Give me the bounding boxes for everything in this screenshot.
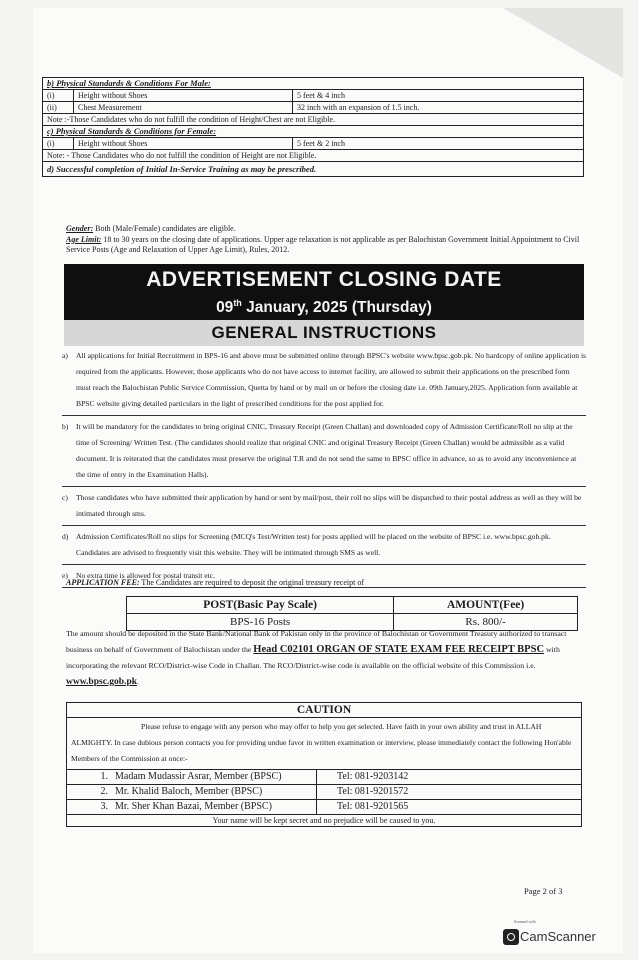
age-text: 18 to 30 years on the closing date of applications. Upper age relaxation is not applicable as per Balochistan Government Initial Appointment to Civil Service Posts (Age and Relaxation of Upper Age Limit), Rules, 2012.	[66, 234, 580, 254]
eligibility-text	[66, 224, 586, 256]
table-row: (i) Height without Shoes 5 feet & 2 inch	[43, 138, 584, 150]
female-standards-title: c) Physical Standards & Conditions for Female:	[43, 126, 584, 138]
table-row: (i) Height without Shoes 5 feet & 4 inch	[43, 90, 584, 102]
instructions-list	[62, 345, 586, 588]
table-row: 1. Madam Mudassir Asrar, Member (BPSC) Tel: 081-9203142	[67, 770, 581, 785]
scanner-caption: Scanned with	[514, 919, 536, 924]
age-label: Age Limit:	[66, 234, 102, 244]
camscanner-watermark: CamScanner	[520, 929, 596, 944]
camscanner-logo-icon	[503, 929, 519, 945]
gender-label: Gender:	[66, 224, 94, 233]
caution-title: CAUTION	[67, 703, 581, 718]
table-row: (ii) Chest Measurement 32 inch with an expansion of 1.5 inch.	[43, 102, 584, 114]
caution-footer: Your name will be kept secret and no prejudice will be caused to you.	[67, 814, 581, 826]
fee-post-header: POST(Basic Pay Scale)	[127, 597, 394, 614]
physical-standards-table	[42, 77, 584, 177]
members-table	[67, 769, 581, 814]
fee-amount-header: AMOUNT(Fee)	[394, 597, 578, 614]
page-fold	[503, 8, 623, 78]
general-instructions-heading: GENERAL INSTRUCTIONS	[64, 320, 584, 346]
table-row: 2. Mr. Khalid Baloch, Member (BPSC) Tel: 081-9201572	[67, 785, 581, 800]
list-item: b) It will be mandatory for the candidates to bring original CNIC, Treasury Receipt (Green Challan) and downloaded copy of Admission Certificate/Roll no slip at the time of Screening/ Written Test. (The candidates should realize that original CNIC and original Treasury Receipt (Green Challan) would be admissible as a valid document. It is reiterated that the candidates must preserve the original T.R and do not send the same to BPSC office in advance, so as to avoid any inconvenience at the time of entry in the Examination Halls).	[62, 416, 586, 487]
table-row: 3. Mr. Sher Khan Bazai, Member (BPSC) Tel: 081-9201565	[67, 800, 581, 815]
website-link[interactable]: www.bpsc.gob.pk	[66, 677, 138, 687]
page-number: Page 2 of 3	[524, 886, 563, 896]
list-item: d) Admission Certificates/Roll no slips for Screening (MCQ's Test/Written test) for posts applied will be placed on the website of BPSC i.e. www.bpsc.gob.pk. Candidates are advised to frequently visit this website. They will be intimated through SMS as well.	[62, 526, 586, 565]
closing-date-banner	[64, 264, 584, 346]
gender-text: Both (Male/Female) candidates are eligible.	[93, 224, 236, 233]
male-note: Note :-Those Candidates who do not fulfill the condition of Height/Chest are not Eligible.	[43, 114, 584, 126]
fee-post-value: BPS-16 Posts	[127, 614, 394, 631]
list-item: c) Those candidates who have submitted their application by hand or sent by mail/post, their roll no slips will be dispatched to their postal address as well as they will be intimated through sms.	[62, 487, 586, 526]
fee-label: APPLICATION FEE:	[66, 578, 140, 587]
list-item: a) All applications for Initial Recruitment in BPS-16 and above must be submitted online through BPSC's website www.bpsc.gob.pk. No hardcopy of online application is required from the applicants. However, those applicants who do not have access to internet facility, are allowed to submit their applications on the prescribed form must reach the Balochistan Public Service Commission, Quetta by hand or by mail on or before the closing date i.e. 09th January,2025. Application form available at BPSC website giving detailed particulars in the light of prescribed conditions for the post applied for.	[62, 345, 586, 416]
application-fee-line: APPLICATION FEE: The Candidates are required to deposit the original treasury receipt of	[66, 578, 365, 587]
female-note: Note: - Those Candidates who do not fulfill the condition of Height are not Eligible.	[43, 150, 584, 162]
banner-title: ADVERTISEMENT CLOSING DATE	[146, 268, 502, 291]
fee-amount-value: Rs. 800/-	[394, 614, 578, 631]
caution-text: Please refuse to engage with any person who may offer to help you get selected. Have faith in your own ability and trust in ALLAH ALMIGHTY. In case dubious person contacts you for providing undue favor in written examination or interview, please immediately contact the following Hon'able Members of the Commission at once:-	[71, 722, 572, 763]
caution-box	[66, 702, 582, 827]
deposit-instructions: The amount should be deposited in the State Bank/National Bank of Pakistan only in the province of Balochistan or Government Treasury authorized to transact business on behalf of Government of Balochistan under the Head C02101 ORGAN OF STATE EXAM FEE RECEIPT BPSC with incorporating the relevant RCO/District-wise Code in Challan. The RCO/District-wise code is available on the official website of this Commission i.e. www.bpsc.gob.pk.	[66, 629, 567, 687]
male-standards-title: b) Physical Standards & Conditions For Male:	[43, 78, 584, 90]
training-requirement: d) Successful completion of Initial In-Service Training as may be prescribed.	[43, 162, 584, 177]
closing-date: 09th January, 2025 (Thursday)	[216, 298, 432, 317]
list-item: e) No extra time is allowed for postal transit etc.	[62, 565, 586, 588]
head-of-account: Head C02101 ORGAN OF STATE EXAM FEE RECEIPT BPSC	[253, 644, 545, 655]
